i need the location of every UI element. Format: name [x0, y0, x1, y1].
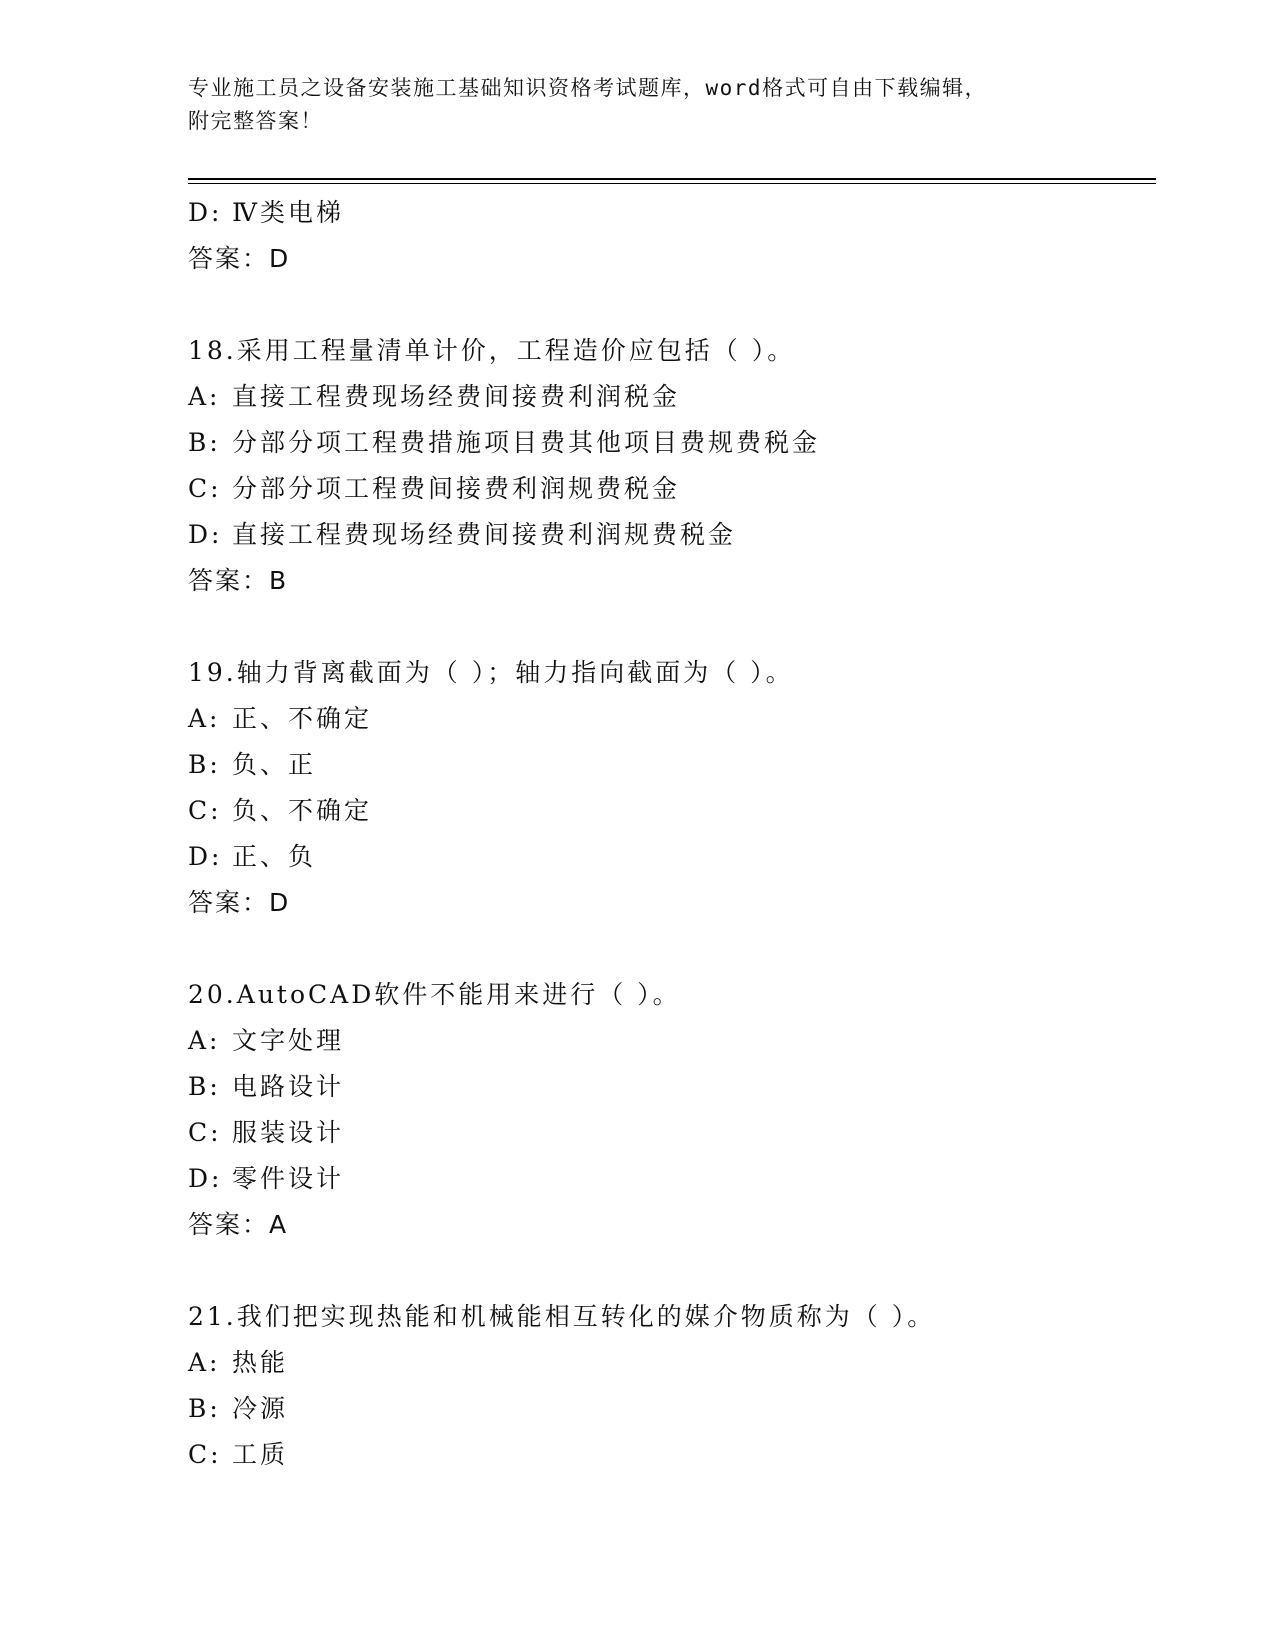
option-b	[188, 420, 1148, 466]
option-text: 服装设计	[232, 1118, 345, 1147]
option-b	[188, 742, 1148, 788]
answer-line: 答案：B	[188, 566, 289, 595]
document-header	[188, 72, 1088, 138]
answer-line: 答案：A	[188, 1210, 289, 1239]
option-text: 分部分项工程费措施项目费其他项目费规费税金	[232, 428, 821, 457]
header-divider-thick	[188, 178, 1156, 180]
option-text: 电路设计	[232, 1072, 345, 1101]
option-letter: C:	[188, 796, 222, 825]
option-text: 负、正	[232, 750, 317, 779]
option-c	[188, 1110, 1148, 1156]
option-text: 正、不确定	[232, 704, 373, 733]
option-letter: C:	[188, 1118, 222, 1147]
option-text: 热能	[232, 1348, 289, 1377]
option-text: Ⅳ类电梯	[232, 198, 344, 227]
option-letter: D:	[188, 520, 223, 549]
option-letter: B:	[188, 1394, 221, 1423]
option-a	[188, 696, 1148, 742]
option-letter: B:	[188, 1072, 221, 1101]
option-a	[188, 374, 1148, 420]
header-line-2: 附完整答案！	[188, 109, 323, 133]
option-letter: D:	[188, 1164, 223, 1193]
option-text: 工质	[232, 1440, 289, 1469]
header-divider-thin	[188, 183, 1156, 184]
option-c	[188, 788, 1148, 834]
option-c	[188, 466, 1148, 512]
option-text: 零件设计	[232, 1164, 345, 1193]
option-letter: A:	[188, 1026, 221, 1055]
option-d	[188, 834, 1148, 880]
option-text: 正、负	[232, 842, 317, 871]
option-d	[188, 512, 1148, 558]
option-d	[188, 1156, 1148, 1202]
question-stem: 18.采用工程量清单计价，工程造价应包括（ ）。	[188, 336, 796, 365]
option-b	[188, 1386, 1148, 1432]
option-text: 分部分项工程费间接费利润规费税金	[232, 474, 681, 503]
option-letter: A:	[188, 704, 221, 733]
option-letter: D:	[188, 198, 223, 227]
question-stem: 19.轴力背离截面为（ ）；轴力指向截面为（ ）。	[188, 658, 794, 687]
option-a	[188, 1018, 1148, 1064]
question-stem: 20.AutoCAD软件不能用来进行（ ）。	[188, 980, 681, 1009]
option-letter: B:	[188, 428, 221, 457]
answer-line: 答案：D	[188, 244, 291, 273]
option-c	[188, 1432, 1148, 1478]
option-letter: A:	[188, 1348, 221, 1377]
option-text: 文字处理	[232, 1026, 345, 1055]
option-letter: C:	[188, 474, 222, 503]
option-letter: A:	[188, 382, 221, 411]
option-b	[188, 1064, 1148, 1110]
header-line-1: 专业施工员之设备安装施工基础知识资格考试题库，word格式可自由下载编辑，	[188, 76, 988, 100]
option-d	[188, 190, 1148, 236]
option-text: 直接工程费现场经费间接费利润规费税金	[232, 520, 737, 549]
option-a	[188, 1340, 1148, 1386]
option-letter: B:	[188, 750, 221, 779]
option-text: 冷源	[232, 1394, 289, 1423]
option-letter: C:	[188, 1440, 222, 1469]
option-letter: D:	[188, 842, 223, 871]
option-text: 负、不确定	[232, 796, 373, 825]
option-text: 直接工程费现场经费间接费利润税金	[232, 382, 681, 411]
answer-line: 答案：D	[188, 888, 291, 917]
question-list	[188, 190, 1148, 1478]
question-stem: 21.我们把实现热能和机械能相互转化的媒介物质称为（ ）。	[188, 1302, 936, 1331]
